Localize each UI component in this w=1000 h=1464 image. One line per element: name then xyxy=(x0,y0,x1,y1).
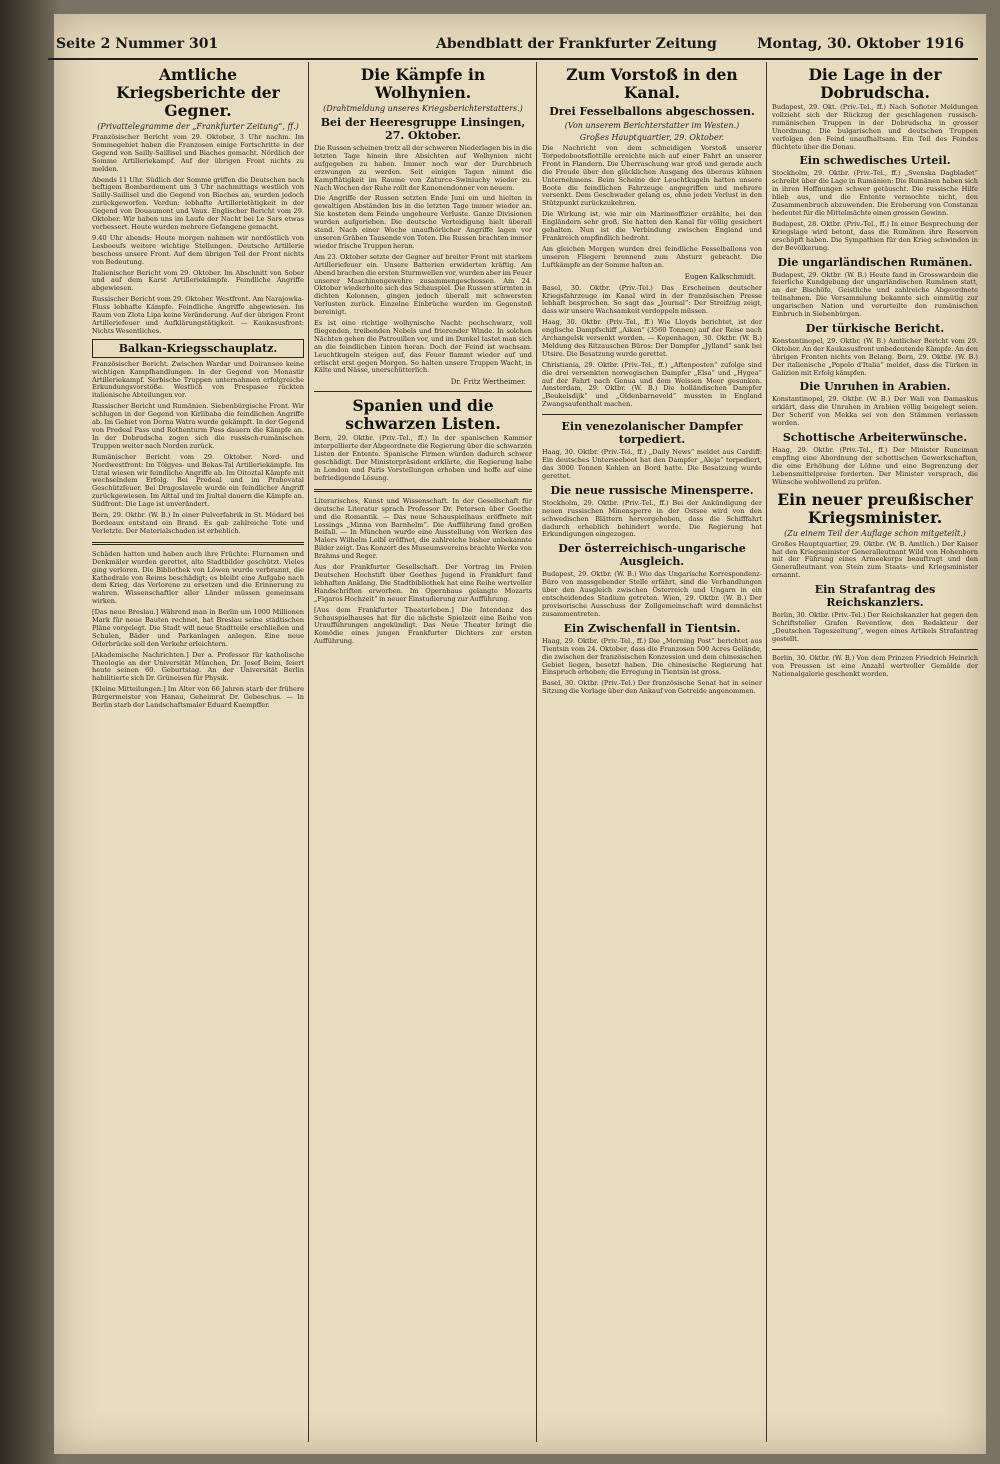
article-headline: Der türkische Bericht. xyxy=(805,321,945,335)
article-paragraph: Bern, 29. Oktbr. (W. B.) In einer Pulverfabrik in St. Médard bei Bordeaux entstand ein Brand. Es gab zahlreiche Tote und Verletzte. Der Materialschaden ist erheblich. xyxy=(92,511,304,535)
article-headline: Ein Zwischenfall in Tientsin. xyxy=(563,621,741,635)
article-paragraph: Es ist eine richtige wolhynische Nacht: pechschwarz, voll fliegenden, treibenden Nebels und frierender Winde. In solchen Nächten gehen die Patrouillen vor, und im Dunkel tastet man sich an die feindlichen Linien heran. Doch der Feind ist wachsam. Leuchtkugeln steigen auf, das Feuer flammt wieder auf und erlischt erst gegen Morgen. So halten unsere Truppen Wacht, in Kälte und Nässe, unerschütterlich. xyxy=(314,319,532,375)
article-paragraph: Am gleichen Morgen wurden drei feindliche Fesselballons von unseren Fliegern brennend zum Absturz gebracht. Die Luftkämpfe an der Somme halten an. xyxy=(542,244,762,269)
article-headline: Ein schwedisches Urteil. xyxy=(799,154,951,168)
article-paragraph: Die Nachricht von dem schneidigen Vorstoß unserer Torpedobootsflottille erreichte mich auf einer Fahrt an unserer Front in Flandern. Die Überraschung war groß und gerade auch die Freude über den glücklichen Ausgang des überaus kühnen Unternehmens. Beim Scheine der Leuchtkugeln hatten unsere Boote die feindlichen Fahrzeuge angegriffen und mehrere versenkt. Dem Geschwader gelang es, ohne jeden Verlust in den Stützpunkt zurückzukehren. xyxy=(542,144,762,208)
article-divider xyxy=(772,649,978,650)
section-divider xyxy=(92,542,304,545)
article-headline: Ein Strafantrag des Reichskanzlers. xyxy=(814,583,936,610)
article-paragraph: Budapest, 29. Oktbr. (W. B.) Wie das Ungarische Korrespondenz-Büro von massgebender Stelle erfährt, sind die Verhandlungen über den Ausgleich zwischen Österreich und Ungarn in ein entscheidendes Stadium getreten. Wien, 29. Oktbr. (W. B.) Der provisorische Ausschuss der Zollgemeinschaft wird demnächst zusammentreten. xyxy=(542,570,762,618)
article-subheadline: Drei Fesselballons abgeschossen. xyxy=(549,105,755,118)
article-headline: Die ungarländischen Rumänen. xyxy=(777,255,973,269)
article-headline: Die Kämpfe in Wolhynien. xyxy=(360,65,486,102)
article-paragraph: Schäden hatten und haben auch ihre Früchte: Flurnamen und Denkmäler wurden gerettet, alte Stadtbilder geschützt. Vieles ging verloren. Die Bibliothek von Löwen wurde verbrannt, die Kathedrale von Reims beschädigt; es bleibt eine Aufgabe nach dem Krieg, das Verlorene zu ersetzen und die Erinnerung zu wahren. Wissenschaftler aller Länder müssen gemeinsam wirken. xyxy=(92,549,304,606)
book-binding-spine xyxy=(0,0,62,1464)
article-paragraph: Haag, 30. Oktbr. (Priv.-Tel., ff.) „Daily News“ meldet aus Cardiff: Ein deutsches Unterseeboot hat den Dampfer „Aleja“ torpediert, das 3000 Tonnen Kohlen an Bord hatte. Die Besatzung wurde gerettet. xyxy=(542,448,762,480)
article-paragraph: Stockholm, 29. Oktbr. (Priv.-Tel., ff.) Bei der Ankündigung der neuen russischen Minensperre in der Ostsee wird von den schwedischen Blättern hervorgehoben, dass die Schifffahrt dadurch erheblich behindert werde. Die Regierung hat Erkundigungen eingezogen. xyxy=(542,498,762,539)
article-paragraph: Abends 11 Uhr. Südlich der Somme griffen die Deutschen nach heftigem Bombardement um 3 Uhr nachmittags westlich von Sailly-Saillisel und die Gegend von Biaches an, wurden jedoch zurückgeworfen. Verdun: lebhafte Artillerietätigkeit in der Gegend von Douaumont und Vaux. Englischer Bericht vom 29. Oktober. Wir haben uns im Laufe der Nacht bei Le Sars etwas verbessert. Heute wurden mehrere Gefangene gemacht. xyxy=(92,175,304,231)
article-headline: Ein venezolanischer Dampfer torpediert. xyxy=(561,420,743,447)
article-paragraph: Haag, 30. Oktbr. (Priv.-Tel., ff.) Wie Lloyds berichtet, ist der englische Dampfschiff „Aiken“ (3560 Tonnen) auf der Reise nach Archangelsk versenkt worden. — Kopenhagen, 30. Oktbr. (W. B.) Meldung des Ritzauschen Büros: Der Dampfer „Jylland“ sank bei Utsire. Die Besatzung wurde gerettet. xyxy=(542,318,762,358)
article-divider xyxy=(314,391,532,392)
article-paragraph: Russischer Bericht und Rumänien. Siebenbürgische Front. Wir schlugen in der Gegend von Kirlibaba die feindlichen Angriffe ab. Im Gebiet von Dorna Watra wurde gekämpft. In der Gegend von Predeal Pass und Rothenturm Pass dauern die Kämpfe an. In der Dobrudscha zogen sich die russisch-rumänischen Truppen weiter nach Norden zurück. xyxy=(92,402,304,450)
article-paragraph: Die Russen scheinen trotz all der schweren Niederlagen bis in die letzten Tage hinein ihre Absichten auf Wolhynien nicht aufgegeben zu haben. Immer noch war der Durchbruch erzwungen zu werden. Seit einigen Tagen nimmt die Kampftätigkeit im Raume von Zaturce–Swiniuchy wieder zu. Nach Wochen der Ruhe rollt der Kanonendonner von neuem. xyxy=(314,144,532,192)
article-headline: Der österreichisch-ungarische Ausgleich. xyxy=(558,542,746,569)
article-paragraph: Französischer Bericht vom 29. Oktober, 3 Uhr nachm. Im Sommegebiet haben die Franzosen einige Fortschritte in der Gegend von Sailly-Saillisel und Biaches gemacht. Nördlich der Somme Artilleriekampf. Auf der übrigen Front nichts zu melden. xyxy=(92,133,304,173)
masthead xyxy=(48,30,978,60)
article-dateline: Bei der Heeresgruppe Linsingen, 27. Oktober. xyxy=(320,116,526,142)
article-paragraph: [Akademische Nachrichten.] Der a. Professor für katholische Theologie an der Universität München, Dr. Josef Beim, feiert heute seinen 60. Geburtstag. An der Universität Berlin habilitierte sich Dr. Grüneisen für Physik. xyxy=(92,650,304,683)
article-paragraph: Bern, 29. Oktbr. (Priv.-Tel., ff.) In der spanischen Kammer interpellierte der Abgeordnete die Regierung über die schwarzen Listen der Entente. Spanische Firmen würden dadurch schwer geschädigt. Der Ministerpräsident erklärte, die Regierung habe in London und Paris Vorstellungen erhoben und hoffe auf eine befriedigende Lösung. xyxy=(314,434,532,482)
article-paragraph: Russischer Bericht vom 29. Oktober. Westfront. Am Narajowka-Fluss lebhafte Kämpfe. Feindliche Angriffe abgewiesen. Im Raum von Zlota Lipa keine Veränderung. Auf der übrigen Front Artilleriefeuer und Aufklärungstätigkeit. — Kaukasusfront: Nichts Wesentliches. xyxy=(92,295,304,335)
article-headline: Spanien und die schwarzen Listen. xyxy=(345,396,501,434)
article-paragraph: Konstantinopel, 29. Oktbr. (W. B.) Amtlicher Bericht vom 29. Oktober. An der Kaukasusfront unbedeutende Kämpfe. An den übrigen Fronten nichts von Belang. Bern, 29. Oktbr. (W. B.) Der italienische „Popolo d'Italia“ meldet, dass die Türken in Galizien mit Erfolg kämpfen. xyxy=(772,336,978,377)
article-paragraph: Französischer Bericht. Zwischen Wardar und Doiransee keine wichtigen Kampfhandlungen. In der Gegend von Monastir Artilleriekampf. Serbische Truppen unternahmen erfolgreiche Erkundungsvorstöße. Westlich von Prespasee rückten italienische Abteilungen vor. xyxy=(92,359,304,400)
article-paragraph: Die Wirkung ist, wie mir ein Marineoffizier erzählte, bei den Engländern sehr groß. Sie hatten den Kanal für völlig gesichert gehalten. Nun ist die Verbindung zwischen England und Frankreich empfindlich bedroht. xyxy=(542,210,762,242)
article-paragraph: Italienischer Bericht vom 29. Oktober. Im Abschnitt von Sober und auf dem Karst Artilleriekämpfe. Feindliche Angriffe abgewiesen. xyxy=(92,268,304,293)
article-headline: Die neue russische Minensperre. xyxy=(550,483,754,497)
issue-date: Montag, 30. Oktober 1916 xyxy=(757,36,964,52)
column-1 xyxy=(92,62,304,1442)
article-headline: Ein neuer preußischer Kriegsminister. xyxy=(777,489,973,527)
article-divider xyxy=(542,414,762,415)
article-paragraph: [Kleine Mitteilungen.] Im Alter von 66 Jahren starb der frühere Bürgermeister von Hanau, Geheimrat Dr. Gebeschus. — In Berlin starb der Landschaftsmaler Eduard Kaempffer. xyxy=(92,685,304,710)
newspaper-title: Abendblatt der Frankfurter Zeitung xyxy=(436,36,717,52)
column-3 xyxy=(542,62,762,1442)
article-headline: Zum Vorstoß in den Kanal. xyxy=(566,65,738,102)
article-paragraph: Aus der Frankfurter Gesellschaft. Der Vortrag im Freien Deutschen Hochstift über Goethes Jugend in Frankfurt fand lebhaften Anklang. Die Stadtbibliothek hat eine Reihe wertvoller Handschriften erworben. Im Opernhaus gelangte Mozarts „Figaros Hochzeit“ in neuer Einstudierung zur Aufführung. xyxy=(314,563,532,603)
article-paragraph: Haag, 29. Oktbr. (Priv.-Tel., ff.) Die „Morning Post“ berichtet aus Tientsin vom 24. Oktober, dass die Franzosen 500 Acres Gelände, die zwischen der französischen Konzession und dem chinesischen Gebiet liegen, besetzt haben. Die chinesische Regierung hat Einspruch erhoben; die Erregung in Tientsin ist gross. xyxy=(542,636,762,677)
article-headline: Schottische Arbeiterwünsche. xyxy=(782,431,968,445)
column-divider xyxy=(308,62,309,1442)
article-paragraph: Budapest, 29. Okt. (Priv.-Tel., ff.) Nach Sofioter Meldungen vollzieht sich der Rückzug der geschlagenen russisch-rumänischen Truppen in der Dobrudscha in grosser Unordnung. Die bulgarischen und deutschen Truppen verfolgen den Feind unaufhaltsam. Ein Teil des Feindes flüchtete über die Donau. xyxy=(772,103,978,151)
article-paragraph: Berlin, 30. Oktbr. (Priv.-Tel.) Der Reichskanzler hat gegen den Schriftsteller Grafen Reventlow, den Redakteur der „Deutschen Tageszeitung“, wegen eines Artikels Strafantrag gestellt. xyxy=(772,611,978,643)
article-paragraph: Literarisches, Kunst und Wissenschaft. In der Gesellschaft für deutsche Literatur sprach Professor Dr. Petersen über Goethe und die Romantik. — Das neue Schauspielhaus eröffnete mit Lessings „Minna von Barnhelm“. Die Aufführung fand großen Beifall. — In München wurde eine Ausstellung von Werken des Malers Wilhelm Leibl eröffnet, die zahlreiche bisher unbekannte Bilder zeigt. Das Konzert des Museumsvereins brachte Werke von Brahms und Reger. xyxy=(314,496,532,561)
article-dateline: Großes Hauptquartier, 29. Oktober. xyxy=(579,133,725,142)
article-source-note: (Von unserem Berichterstatter im Westen.) xyxy=(564,121,740,130)
column-4 xyxy=(772,62,978,1442)
section-divider xyxy=(314,489,532,492)
article-paragraph: [Aus dem Frankfurter Theaterleben.] Die Intendanz des Schauspielhauses hat für die nächste Spielzeit eine Reihe von Uraufführungen angekündigt. Das Neue Theater bringt die Komödie eines jungen Frankfurter Dichters zur ersten Aufführung. xyxy=(314,605,532,646)
article-paragraph: Großes Hauptquartier, 29. Oktbr. (W. B. Amtlich.) Der Kaiser hat den Kriegsminister Generalleutnant Wild von Hohenborn mit der Führung eines Armeekorps beauftragt und den Generalleutnant von Stein zum Staats- und Kriegsminister ernannt. xyxy=(772,539,978,580)
article-paragraph: Christiania, 29. Oktbr. (Priv.-Tel., ff.) „Aftenposten“ zufolge sind die drei versenkten norwegischen Dampfer „Elsa“ und „Hygea“ auf der Fahrt nach Genua und dem Weissen Meer gesunken. Amsterdam, 29. Oktbr. (W. B.) Die holländischen Dampfer „Beukelsdijk“ und „Oldenbarneveld“ mussten in England Zwangsaufenthalt machen. xyxy=(542,360,762,409)
column-2 xyxy=(314,62,532,1442)
article-paragraph: Am 23. Oktober setzte der Gegner auf breiter Front mit starkem Artilleriefeuer ein. Unsere Batterien erwiderten kräftig. Am Abend brachen die ersten Sturmwellen vor, wurden aber im Feuer unserer Maschinengewehre zusammengeschossen. Am 24. Oktober wiederholte sich das Schauspiel. Die Russen stürmten in dichten Kolonnen, gingen jedoch überall mit schwersten Verlusten zurück. Einzelne Einbrüche wurden im Gegenstoß bereinigt. xyxy=(314,252,532,317)
author-signature: Eugen Kalkschmidt. xyxy=(684,272,756,281)
article-paragraph: 9.40 Uhr abends: Heute morgen nahmen wir nordöstlich von Lesboeufs weitere wichtige Stellungen. Deutsche Artillerie beschoss unsere Front. Auf dem übrigen Teil der Front nichts von Bedeutung. xyxy=(92,233,304,266)
article-paragraph: Basel, 30. Oktbr. (Priv.-Tel.) Das Erscheinen deutscher Kriegsfahrzeuge im Kanal wird in der französischen Presse lebhaft besprochen. So sagt das „Journal“: Der Streifzug zeigt, dass wir unsere Wachsamkeit verdoppeln müssen. xyxy=(542,283,762,316)
page-number-label: Seite 2 Nummer 301 xyxy=(56,36,219,52)
article-headline: Die Unruhen in Arabien. xyxy=(799,380,951,394)
article-paragraph: Konstantinopel, 29. Oktbr. (W. B.) Der Wali von Damaskus erklärt, dass die Unruhen in Arabien völlig beigelegt seien. Der Scherif von Mekka sei von den Stämmen verlassen worden. xyxy=(772,395,978,428)
article-paragraph: Berlin, 30. Oktbr. (W. B.) Von dem Prinzen Friedrich Heinrich von Preussen ist eine Anzahl wertvoller Gemälde der Nationalgalerie geschenkt worden. xyxy=(772,653,978,678)
article-paragraph: Haag, 29. Oktbr. (Priv.-Tel., ff.) Der Minister Runciman empfing eine Abordnung der schottischen Gewerkschaften, die eine Erhöhung der Löhne und eine Begrenzung der Lebensmittelpreise forderten. Der Minister versprach, die Wünsche wohlwollend zu prüfen. xyxy=(772,446,978,486)
article-paragraph: Rumänischer Bericht vom 29. Oktober. Nord- und Nordwestfront: Im Tölgyes- und Bekas-Tal Artilleriekämpfe. Im Uztal wiesen wir feindliche Angriffe ab. Im Oitoztal Kämpfe mit wechselndem Erfolg. Bei Predeal und im Prahovatal Geschützfeuer. Bei Dragoslavele wurde ein feindlicher Angriff zurückgewiesen. Im Alttal und im Jiultal dauern die Kämpfe an. Südfront: Die Lage ist unverändert. xyxy=(92,452,304,509)
article-source-note: (Privattelegramme der „Frankfurter Zeitung“, ff.) xyxy=(97,122,299,131)
section-subheading: Balkan-Kriegsschauplatz. xyxy=(92,339,304,358)
article-source-note: (Zu einem Teil der Auflage schon mitgeteilt.) xyxy=(784,528,966,538)
article-headline: Die Lage in der Dobrudscha. xyxy=(808,65,942,102)
article-paragraph: [Das neue Breslau.] Während man in Berlin um 1000 Millionen Mark für neue Bauten rechnet, hat Breslau seine städtischen Pläne vorgelegt. Die Stadt will neue Stadtteile erschließen und Schulen, Bäder und Parkanlagen anlegen. Eine neue Oderbrücke soll den Verkehr erleichtern. xyxy=(92,608,304,648)
column-divider xyxy=(766,62,767,1442)
author-signature: Dr. Fritz Wertheimer. xyxy=(450,378,526,387)
article-paragraph: Stockholm, 29. Oktbr. (Priv.-Tel., ff.) „Svenska Dagbladet“ schreibt über die Lage in Rumänien: Die Rumänen haben sich in ihren Hoffnungen schwer getäuscht. Die russische Hilfe blieb aus, und die Entente vermochte nicht, den Zusammenbruch abzuwenden. Die Eroberung von Constanza bedeutet für die Mittelmächte einen grossen Gewinn. xyxy=(772,169,978,217)
article-paragraph: Budapest, 29. Oktbr. (W. B.) Heute fand in Grosswardein die feierliche Kundgebung der ungarländischen Rumänen statt, an der Bischöfe, Geistliche und zahlreiche Abgeordnete teilnahmen. Die Versammlung bekannte sich einmütig zur ungarischen Nation und verurteilte den rumänischen Einbruch in Siebenbürgen. xyxy=(772,270,978,319)
article-paragraph: Die Angriffe der Russen setzten Ende Juni ein und hielten in gewaltigen Abständen bis in die letzten Tage immer wieder an. Sie kosteten dem Feinde ungeheure Verluste. Ganze Divisionen wurden aufgerieben. Die deutsche Verteidigung hielt überall stand. Nach einer Woche unaufhörlicher Angriffe lagen vor unseren Gräben Tausende von Toten. Die Russen brachten immer wieder frische Truppen heran. xyxy=(314,194,532,250)
article-paragraph: Basel, 30. Oktbr. (Priv.-Tel.) Der französische Senat hat in seiner Sitzung die Vorlage über den Ankauf von Getreide angenommen. xyxy=(542,679,762,696)
column-divider xyxy=(536,62,537,1442)
article-source-note: (Drahtmeldung unseres Kriegsberichterstatters.) xyxy=(323,104,523,113)
article-paragraph: Budapest, 28. Oktbr. (Priv.-Tel., ff.) In einer Besprechung der Kriegslage wird betont, dass die Rumänen ihre Reserven erschöpft haben. Die Sympathien für den Krieg schwinden in der Bevölkerung. xyxy=(772,219,978,252)
article-headline: Amtliche Kriegsberichte der Gegner. xyxy=(116,65,280,120)
